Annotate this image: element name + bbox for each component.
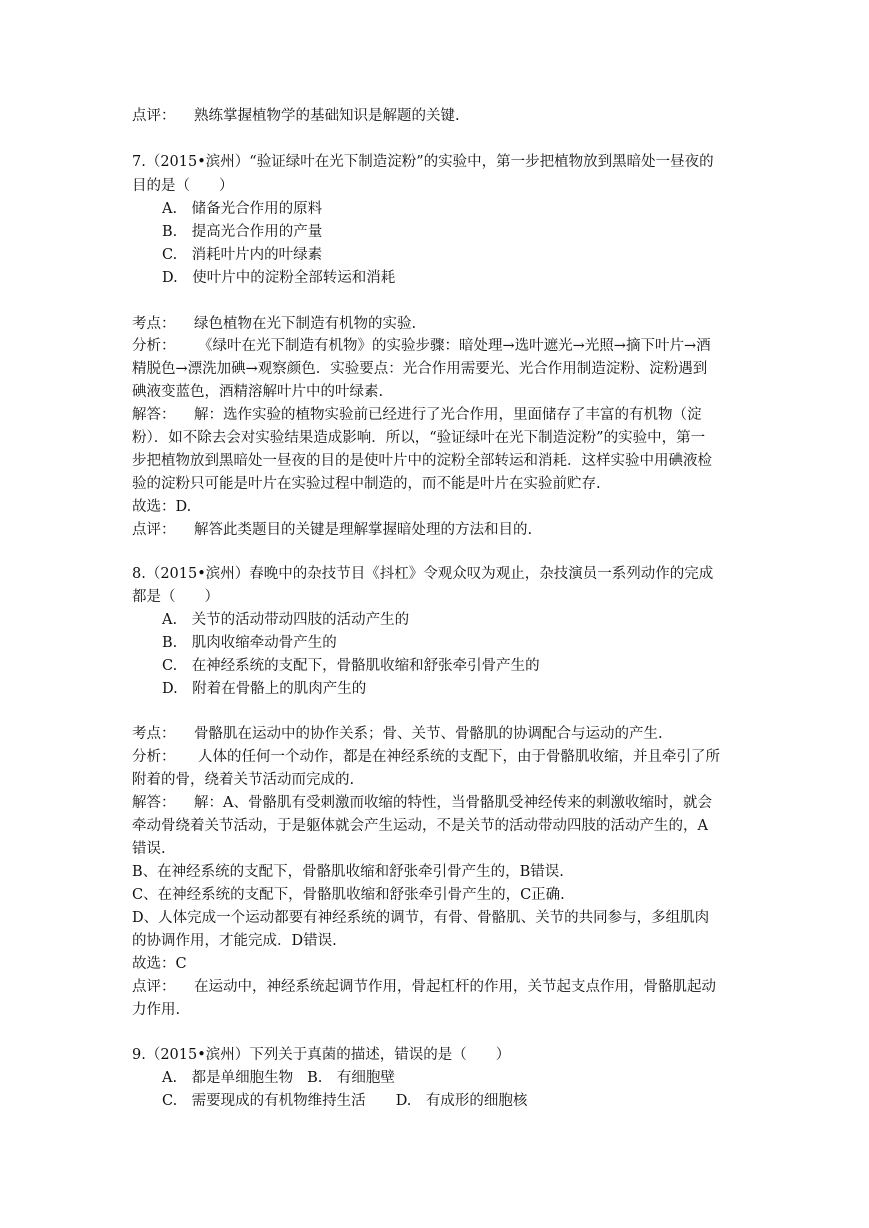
q9-stem: 9.（2015•滨州）下列关于真菌的描述，错误的是（ ）	[132, 1047, 511, 1063]
q8-fenxi-line-2: 附着的骨，绕着关节活动而完成的.	[132, 772, 355, 788]
q9-option-a: A. 都是单细胞生物	[162, 1070, 294, 1086]
q7-option-d: D. 使叶片中的淀粉全部转运和消耗	[162, 270, 396, 286]
q8-jieda-line-7: 的协调作用，才能完成．D错误.	[132, 933, 337, 949]
q8-fenxi-line-1	[132, 747, 720, 767]
jieda-text: 解：选作实验的植物实验前已经进行了光合作用，里面储存了丰富的有机物（淀	[194, 407, 702, 423]
q8-jieda-line-1	[132, 793, 712, 813]
q9-option-d: D. 有成形的细胞核	[395, 1093, 528, 1109]
q7-kaodian	[132, 314, 416, 334]
remark-line	[132, 106, 460, 126]
kaodian-label: 考点：	[132, 316, 176, 332]
q7-fenxi-line-2: 精脱色→漂洗加碘→观察颜色．实验要点：光合作用需要光、光合作用制造淀粉、淀粉遇到	[132, 361, 708, 377]
q9-option-c: C. 需要现成的有机物维持生活	[162, 1093, 366, 1109]
kaodian-text: 绿色植物在光下制造有机物的实验.	[194, 316, 417, 332]
q8-option-d: D. 附着在骨骼上的肌肉产生的	[162, 681, 367, 697]
q7-jieda-line-3: 步把植物放到黑暗处一昼夜的目的是使叶片中的淀粉全部转运和消耗．这样实验中用碘液检	[132, 453, 712, 469]
q7-option-b: B. 提高光合作用的产量	[162, 224, 323, 240]
q8-stem-line-2: 都是（ ）	[132, 589, 219, 605]
q8-answer: 故选：C	[132, 956, 187, 972]
q7-jieda-line-1	[132, 405, 702, 425]
q7-option-c: C. 消耗叶片内的叶绿素	[162, 247, 323, 263]
q8-option-c: C. 在神经系统的支配下，骨骼肌收缩和舒张牵引骨产生的	[162, 658, 540, 674]
q8-jieda-line-3: 错误.	[132, 841, 166, 857]
kaodian-label: 考点：	[132, 726, 176, 742]
q7-dianping	[132, 520, 532, 540]
q9-options-row-1	[162, 1068, 395, 1088]
q8-stem-line-1: 8.（2015•滨州）春晚中的杂技节目《抖杠》令观众叹为观止，杂技演员一系列动作的完成	[132, 566, 714, 582]
q7-option-a: A. 储备光合作用的原料	[162, 201, 323, 217]
q8-option-a: A. 关节的活动带动四肢的活动产生的	[162, 612, 410, 628]
q8-jieda-line-4: B、在神经系统的支配下，骨骼肌收缩和舒张牵引骨产生的，B错误.	[132, 864, 564, 880]
q9-options-row-2	[162, 1091, 527, 1111]
remark-text: 熟练掌握植物学的基础知识是解题的关键.	[194, 108, 460, 124]
jieda-label: 解答：	[132, 407, 176, 423]
q7-fenxi-line-3: 碘液变蓝色，酒精溶解叶片中的叶绿素.	[132, 384, 384, 400]
q8-jieda-line-2: 牵动骨绕着关节活动，于是躯体就会产生运动，不是关节的活动带动四肢的活动产生的，A	[132, 818, 708, 834]
q7-jieda-line-2: 粉）．如不除去会对实验结果造成影响．所以，“验证绿叶在光下制造淀粉”的实验中，第一	[132, 430, 706, 446]
fenxi-label: 分析：	[132, 749, 176, 765]
dianping-text: 解答此类题目的关键是理解掌握暗处理的方法和目的.	[194, 522, 533, 538]
jieda-text: 解：A、骨骼肌有受刺激而收缩的特性，当骨骼肌受神经传来的刺激收缩时，就会	[194, 795, 712, 811]
q8-jieda-line-6: D、人体完成一个运动都要有神经系统的调节，有骨、骨骼肌、关节的共同参与，多组肌肉	[132, 910, 710, 926]
q7-fenxi-line-1	[132, 336, 711, 356]
fenxi-text: 《绿叶在光下制造有机物》的实验步骤：暗处理→选叶遮光→光照→摘下叶片→酒	[198, 338, 711, 354]
jieda-label: 解答：	[132, 795, 176, 811]
dianping-text: 在运动中，神经系统起调节作用，骨起杠杆的作用，关节起支点作用，骨骼肌起动	[194, 979, 716, 995]
remark-label: 点评：	[132, 108, 176, 124]
q8-kaodian	[132, 724, 663, 744]
kaodian-text: 骨骼肌在运动中的协作关系；骨、关节、骨骼肌的协调配合与运动的产生.	[194, 726, 663, 742]
q7-jieda-line-4: 验的淀粉只可能是叶片在实验过程中制造的，而不能是叶片在实验前贮存.	[132, 476, 601, 492]
q8-dianping-line-2: 力作用.	[132, 1002, 181, 1018]
fenxi-text: 人体的任何一个动作，都是在神经系统的支配下，由于骨骼肌收缩，并且牵引了所	[198, 749, 720, 765]
q8-jieda-line-5: C、在神经系统的支配下，骨骼肌收缩和舒张牵引骨产生的，C正确.	[132, 887, 565, 903]
q8-option-b: B. 肌肉收缩牵动骨产生的	[162, 635, 337, 651]
q9-option-b: B. 有细胞壁	[307, 1070, 395, 1086]
q8-dianping-line-1	[132, 977, 716, 997]
dianping-label: 点评：	[132, 522, 176, 538]
q7-stem-line-1: 7.（2015•滨州）“验证绿叶在光下制造淀粉”的实验中，第一步把植物放到黑暗处一昼夜的	[132, 154, 714, 170]
fenxi-label: 分析：	[132, 338, 176, 354]
q7-stem-line-2: 目的是（ ）	[132, 178, 234, 194]
dianping-label: 点评：	[132, 979, 176, 995]
q7-answer: 故选：D.	[132, 499, 192, 515]
